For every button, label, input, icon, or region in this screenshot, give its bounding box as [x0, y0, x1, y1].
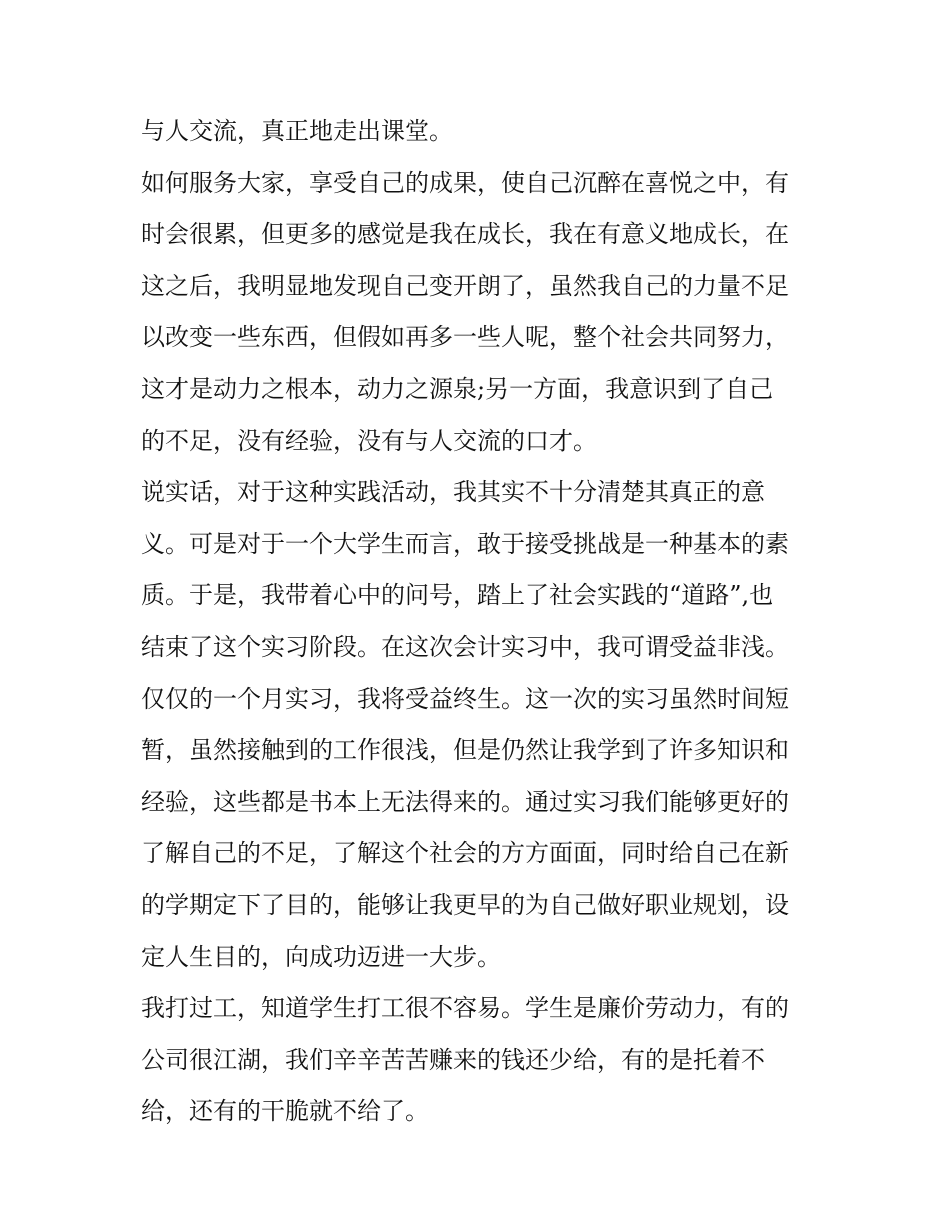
text-line: 的学期定下了目的，能够让我更早的为自己做好职业规划，设	[141, 890, 789, 919]
text-line: 暂，虽然接触到的工作很浅，但是仍然让我学到了许多知识和	[141, 736, 789, 765]
text-line: 公司很江湖，我们辛辛苦苦赚来的钱还少给，有的是托着不	[141, 1045, 765, 1074]
text-line: 时会很累，但更多的感觉是我在成长，我在有意义地成长，在	[141, 220, 789, 249]
text-line: 义。可是对于一个大学生而言，敢于接受挑战是一种基本的素	[141, 529, 789, 558]
text-line: 定人生目的，向成功迈进一大步。	[141, 942, 501, 971]
text-line: 给，还有的干脆就不给了。	[141, 1097, 429, 1126]
text-line: 的不足，没有经验，没有与人交流的口才。	[141, 426, 597, 455]
text-line: 仅仅的一个月实习，我将受益终生。这一次的实习虽然时间短	[141, 684, 789, 713]
text-line: 说实话，对于这种实践活动，我其实不十分清楚其真正的意	[141, 478, 765, 507]
text-line: 经验，这些都是书本上无法得来的。通过实习我们能够更好的	[141, 787, 789, 816]
text-line: 质。于是，我带着心中的问号，踏上了社会实践的“道路”,也	[141, 581, 774, 610]
text-line: 这才是动力之根本，动力之源泉;另一方面，我意识到了自己	[141, 374, 774, 403]
body-text	[141, 106, 821, 1138]
text-line: 这之后，我明显地发现自己变开朗了，虽然我自己的力量不足	[141, 271, 789, 300]
text-line: 如何服务大家，享受自己的成果，使自己沉醉在喜悦之中，有	[141, 168, 789, 197]
text-line: 以改变一些东西，但假如再多一些人呢，整个社会共同努力，	[141, 323, 789, 352]
text-line: 了解自己的不足，了解这个社会的方方面面，同时给自己在新	[141, 839, 789, 868]
text-line: 我打过工，知道学生打工很不容易。学生是廉价劳动力，有的	[141, 994, 789, 1023]
text-line: 结束了这个实习阶段。在这次会计实习中，我可谓受益非浅。	[141, 632, 789, 661]
text-line: 与人交流，真正地走出课堂。	[141, 117, 453, 145]
